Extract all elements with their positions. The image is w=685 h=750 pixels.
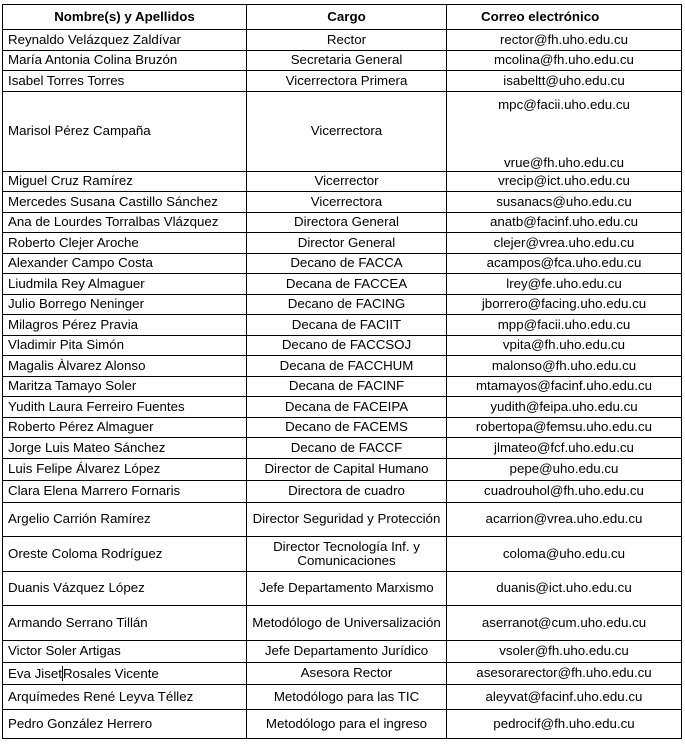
- cell-cargo: Secretaria General: [247, 50, 447, 71]
- cell-email[interactable]: isabeltt@uho.edu.cu: [447, 71, 682, 92]
- cell-name: [3, 662, 247, 684]
- table-row: [3, 30, 682, 51]
- header-row: [3, 5, 682, 30]
- cell-email[interactable]: duanis@ict.uho.edu.cu: [447, 571, 682, 606]
- cell-cargo: Decano de FACCSOJ: [247, 335, 447, 356]
- cell-email[interactable]: lrey@fe.uho.edu.cu: [447, 274, 682, 295]
- table-row: [3, 480, 682, 502]
- cell-name: Marisol Pérez Campaña: [3, 91, 247, 171]
- cell-cargo: Decano de FACING: [247, 294, 447, 315]
- table-row: [3, 502, 682, 537]
- cell-name: María Antonia Colina Bruzón: [3, 50, 247, 71]
- header-cargo: Cargo: [247, 5, 447, 30]
- table-row: [3, 294, 682, 315]
- cell-name: Roberto Pérez Almaguer: [3, 417, 247, 438]
- table-row: [3, 274, 682, 295]
- cell-name: Miguel Cruz Ramírez: [3, 171, 247, 192]
- cell-email[interactable]: mpp@facii.uho.edu.cu: [447, 315, 682, 336]
- table-row: [3, 537, 682, 572]
- cell-email[interactable]: vpita@fh.uho.edu.cu: [447, 335, 682, 356]
- cell-name: Arquímedes René Leyva Téllez: [3, 684, 247, 709]
- cell-name: Magalis Àlvarez Alonso: [3, 356, 247, 377]
- cell-email[interactable]: jlmateo@fcf.uho.edu.cu: [447, 438, 682, 459]
- cell-cargo: Vicerrector: [247, 171, 447, 192]
- cell-cargo: Decana de FACIIT: [247, 315, 447, 336]
- cell-name: Reynaldo Velázquez Zaldívar: [3, 30, 247, 51]
- table-row: [3, 171, 682, 192]
- cell-cargo: Decano de FACCA: [247, 253, 447, 274]
- table-row: [3, 233, 682, 254]
- table-row: [3, 684, 682, 709]
- cell-email[interactable]: jborrero@facing.uho.edu.cu: [447, 294, 682, 315]
- cell-cargo: Metodólogo de Universalización: [247, 606, 447, 641]
- cell-email[interactable]: pedrocif@fh.uho.edu.cu: [447, 709, 682, 738]
- cell-cargo: Metodólogo para el ingreso: [247, 709, 447, 738]
- cell-email[interactable]: mtamayos@facinf.uho.edu.cu: [447, 376, 682, 397]
- cell-name: Roberto Clejer Aroche: [3, 233, 247, 254]
- cell-email[interactable]: clejer@vrea.uho.edu.cu: [447, 233, 682, 254]
- table-row: [3, 376, 682, 397]
- cell-email[interactable]: pepe@uho.edu.cu: [447, 458, 682, 480]
- cell-cargo: Decano de FACCF: [247, 438, 447, 459]
- cell-email[interactable]: aleyvat@facinf.uho.edu.cu: [447, 684, 682, 709]
- header-name: Nombre(s) y Apellidos: [3, 5, 247, 30]
- cell-name: Armando Serrano Tillán: [3, 606, 247, 641]
- cell-cargo: Asesora Rector: [247, 662, 447, 684]
- cell-email[interactable]: acarrion@vrea.uho.edu.cu: [447, 502, 682, 537]
- name-part-1: Eva Jiset: [8, 665, 62, 681]
- table-row: [3, 91, 682, 171]
- table-row: [3, 335, 682, 356]
- table-row: [3, 662, 682, 684]
- table-row: [3, 417, 682, 438]
- cell-email[interactable]: coloma@uho.edu.cu: [447, 537, 682, 572]
- table-row: [3, 397, 682, 418]
- table-row: [3, 606, 682, 641]
- cell-name: Julio Borrego Neninger: [3, 294, 247, 315]
- table-row: [3, 438, 682, 459]
- table-row: [3, 192, 682, 213]
- cell-name: Ana de Lourdes Torralbas Vlázquez: [3, 212, 247, 233]
- name-part-2: Rosales Vicente: [62, 665, 159, 681]
- table-row: [3, 356, 682, 377]
- cell-cargo: Jefe Departamento Jurídico: [247, 640, 447, 662]
- table-row: [3, 709, 682, 738]
- cell-email[interactable]: asesorarector@fh.uho.edu.cu: [447, 662, 682, 684]
- cell-name: Mercedes Susana Castillo Sánchez: [3, 192, 247, 213]
- cell-name: Vladimir Pita Simón: [3, 335, 247, 356]
- cell-name: Yudith Laura Ferreiro Fuentes: [3, 397, 247, 418]
- cell-cargo: Decano de FACEMS: [247, 417, 447, 438]
- cell-cargo: Decana de FACCHUM: [247, 356, 447, 377]
- cell-email[interactable]: vrecip@ict.uho.edu.cu: [447, 171, 682, 192]
- table-row: [3, 458, 682, 480]
- cell-name: Pedro González Herrero: [3, 709, 247, 738]
- cell-cargo: Directora de cuadro: [247, 480, 447, 502]
- table-row: [3, 571, 682, 606]
- cell-cargo: Decana de FACEIPA: [247, 397, 447, 418]
- cell-email[interactable]: rector@fh.uho.edu.cu: [447, 30, 682, 51]
- email-primary[interactable]: mpc@facii.uho.edu.cu: [498, 96, 630, 112]
- table-row: [3, 315, 682, 336]
- cell-name: Clara Elena Marrero Fornaris: [3, 480, 247, 502]
- cell-email[interactable]: malonso@fh.uho.edu.cu: [447, 356, 682, 377]
- cell-cargo: Decana de FACCEA: [247, 274, 447, 295]
- cell-name: Oreste Coloma Rodríguez: [3, 537, 247, 572]
- cell-email[interactable]: anatb@facinf.uho.edu.cu: [447, 212, 682, 233]
- cell-email-multi: [447, 91, 682, 171]
- cell-cargo: Metodólogo para las TIC: [247, 684, 447, 709]
- cell-cargo: Director General: [247, 233, 447, 254]
- cell-cargo: Directora General: [247, 212, 447, 233]
- table-row: [3, 71, 682, 92]
- cell-name: Jorge Luis Mateo Sánchez: [3, 438, 247, 459]
- cell-email[interactable]: acampos@fca.uho.edu.cu: [447, 253, 682, 274]
- cell-email[interactable]: mcolina@fh.uho.edu.cu: [447, 50, 682, 71]
- cell-email[interactable]: cuadrouhol@fh.uho.edu.cu: [447, 480, 682, 502]
- header-email: Correo electrónico: [447, 5, 682, 30]
- cell-email[interactable]: susanacs@uho.edu.cu: [447, 192, 682, 213]
- cell-name: Liudmila Rey Almaguer: [3, 274, 247, 295]
- cell-name: Milagros Pérez Pravia: [3, 315, 247, 336]
- cell-cargo: Vicerrectora: [247, 192, 447, 213]
- cell-name: Isabel Torres Torres: [3, 71, 247, 92]
- email-secondary[interactable]: vrue@fh.uho.edu.cu: [504, 154, 624, 170]
- table-row: [3, 640, 682, 662]
- table-row: [3, 212, 682, 233]
- cell-cargo: Vicerrectora: [247, 91, 447, 171]
- cell-name: Victor Soler Artigas: [3, 640, 247, 662]
- cell-cargo: Vicerrectora Primera: [247, 71, 447, 92]
- cell-name: Maritza Tamayo Soler: [3, 376, 247, 397]
- cell-email[interactable]: vsoler@fh.uho.edu.cu: [447, 640, 682, 662]
- cell-cargo: Director Tecnología Inf. y Comunicaciones: [247, 537, 447, 572]
- cell-cargo: Director Seguridad y Protección: [247, 502, 447, 537]
- cell-cargo: Director de Capital Humano: [247, 458, 447, 480]
- cell-email[interactable]: aserranot@cum.uho.edu.cu: [447, 606, 682, 641]
- cell-name: Alexander Campo Costa: [3, 253, 247, 274]
- directory-table: [2, 4, 682, 739]
- cell-cargo: Rector: [247, 30, 447, 51]
- cell-email[interactable]: robertopa@femsu.uho.edu.cu: [447, 417, 682, 438]
- table-row: [3, 253, 682, 274]
- cell-cargo: Jefe Departamento Marxismo: [247, 571, 447, 606]
- cell-email[interactable]: yudith@feipa.uho.edu.cu: [447, 397, 682, 418]
- cell-cargo: Decana de FACINF: [247, 376, 447, 397]
- cell-name: Luis Felipe Álvarez López: [3, 458, 247, 480]
- table-row: [3, 50, 682, 71]
- cell-name: Duanis Vázquez López: [3, 571, 247, 606]
- cell-name: Argelio Carrión Ramírez: [3, 502, 247, 537]
